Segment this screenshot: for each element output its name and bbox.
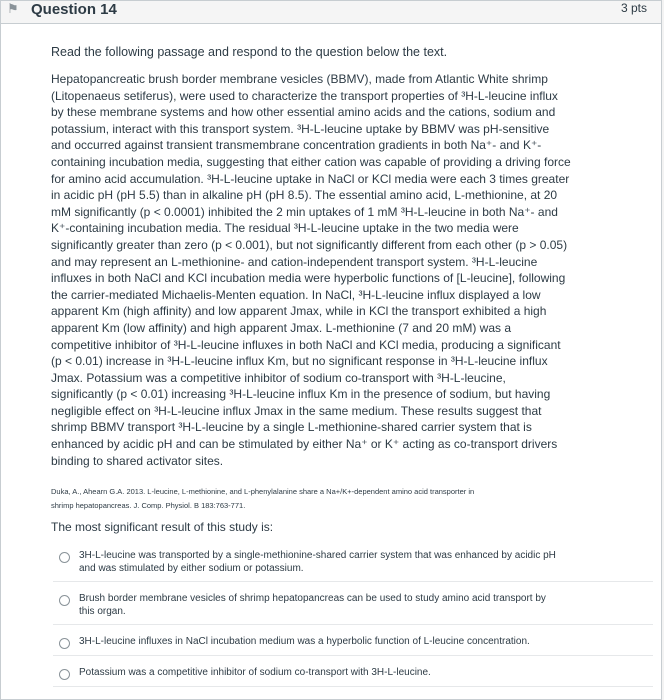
- radio-button[interactable]: [59, 638, 70, 649]
- question-title: Question 14: [31, 1, 117, 18]
- prompt-text: Read the following passage and respond to the question below the text.: [51, 45, 448, 59]
- answer-label: Potassium was a competitive inhibitor of sodium co-transport with 3H-L-leucine.: [79, 667, 431, 678]
- question-body: [51, 45, 571, 534]
- question-text: The most significant result of this study is:: [51, 520, 274, 535]
- citation: [51, 485, 571, 513]
- flag-icon[interactable]: ⚑: [7, 1, 19, 16]
- radio-button[interactable]: [59, 669, 70, 680]
- answer-label: 3H-L-leucine was transported by a single-methionine-shared carrier system that was enhanced by acidic pH and was stimulated by either sodium or potassium.: [79, 550, 556, 574]
- radio-button[interactable]: [59, 595, 70, 606]
- answer-label: 3H-L-leucine influxes in NaCl incubation medium was a hyperbolic function of L-leucine concentration.: [79, 636, 530, 647]
- answer-option[interactable]: [53, 549, 653, 582]
- answer-list: [53, 549, 653, 697]
- citation-line: shrimp hepatopancreas. J. Comp. Physiol. B 183:763-771.: [51, 501, 246, 511]
- radio-button[interactable]: [59, 552, 70, 563]
- question-header: [1, 1, 661, 24]
- answer-option[interactable]: [53, 592, 653, 625]
- answer-label: Brush border membrane vesicles of shrimp hepatopancreas can be used to study amino acid transport by this organ.: [79, 593, 546, 617]
- passage-text: Hepatopancreatic brush border membrane vesicles (BBMV), made from Atlantic White shrimp (Litopenaeus setiferus), were used to characterize the transport properties of ³H-L-leucine influx by these membrane systems and how other essential amino acids and the cations, sodium and potassium, interact with this transport system. ³H-L-leucine uptake by BBMV was pH-sensitive and occurred against transient transmembrane concentration gradients in both Na⁺- and K⁺-containing incubation media, suggesting that either cation was capable of providing a driving force for amino acid accumulation. ³H-L-leucine uptake in NaCl or KCl media were each 3 times greater in acidic pH (pH 5.5) than in alkaline pH (pH 8.5). The essential amino acid, L-methionine, at 20 mM significantly (p < 0.0001) inhibited the 2 min uptakes of 1 mM ³H-L-leucine in both Na⁺- and K⁺-containing incubation media. The residual ³H-L-leucine uptake in the two media were significantly greater than zero (p < 0.001), but not significantly different from each other (p > 0.05) and may represent an L-methionine- and cation-independent transport system. ³H-L-leucine influxes in both NaCl and KCl incubation media were hyperbolic functions of [L-leucine], following the carrier-mediated Michaelis-Menten equation. In NaCl, ³H-L-leucine influx displayed a low apparent Km (high affinity) and low apparent Jmax, while in KCl the transport exhibited a high apparent Km (low affinity) and high apparent Jmax. L-methionine (7 and 20 mM) was a competitive inhibitor of ³H-L-leucine influxes in both NaCl and KCl media, producing a significant (p < 0.01) increase in ³H-L-leucine influx Km, but no significant response in ³H-L-leucine influx Jmax. Potassium was a competitive inhibitor of sodium co-transport with ³H-L-leucine, significantly (p < 0.01) increasing ³H-L-leucine influx Km in the presence of sodium, but having negligible effect on ³H-L-leucine influx Jmax in the same medium. These results suggest that shrimp BBMV transport ³H-L-leucine by a single L-methionine-shared carrier system that is enhanced by acidic pH and can be stimulated by either Na⁺ or K⁺ acting as co-transport drivers binding to shared activator sites.: [51, 72, 571, 468]
- citation-line: Duka, A., Ahearn G.A. 2013. L-leucine, L-methionine, and L-phenylalanine share a Na+/K+-dependent amino acid transporter in: [51, 487, 475, 497]
- answer-option[interactable]: [53, 666, 653, 687]
- answer-option[interactable]: [53, 635, 653, 656]
- points-label: 3 pts: [620, 1, 647, 15]
